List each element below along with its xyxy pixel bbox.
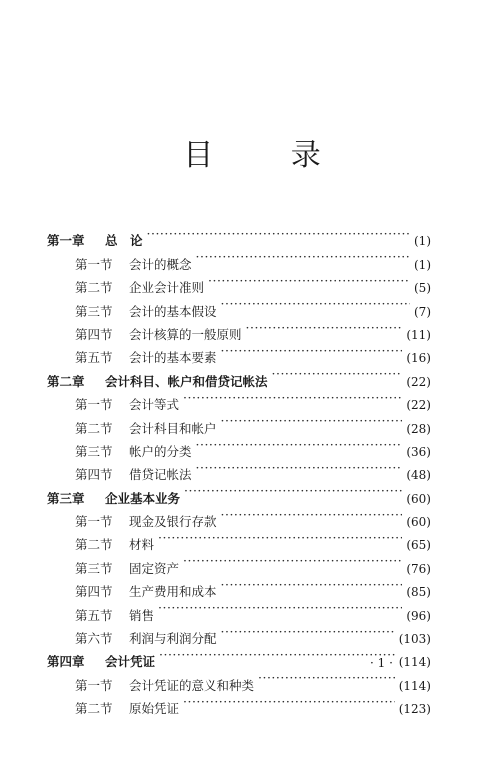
dot-leader [246,316,403,339]
section-title: 会计核算的一般原则 [129,326,242,342]
page-ref: (65) [406,538,431,553]
section-number: 第三节 [75,560,113,576]
dot-leader [158,596,402,619]
section-number: 第一节 [75,256,113,272]
chapter-title: 总 论 [105,233,143,249]
dot-leader [183,549,402,572]
section-title: 利润与利润分配 [129,631,217,647]
page-ref: (22) [406,374,431,389]
section-number: 第二节 [75,701,113,717]
chapter-number: 第一章 [47,233,85,249]
section-title: 销售 [129,607,155,623]
dot-leader [208,269,410,292]
section-number: 第二节 [75,280,113,296]
section-number: 第一节 [75,514,113,530]
chapter-title: 会计凭证 [105,654,156,670]
section-number: 第四节 [75,326,113,342]
page-ref: (85) [406,585,431,600]
page-ref: (103) [398,632,431,647]
section-number: 第二节 [75,537,113,553]
page-ref: (11) [406,327,431,342]
dot-leader [196,456,403,479]
section-title: 借贷记帐法 [129,467,192,483]
chapter-number: 第三章 [47,490,85,506]
dot-leader [158,526,402,549]
section-number: 第一节 [75,397,113,413]
page-ref: (96) [406,608,431,623]
dot-leader [221,409,403,432]
section-title: 原始凭证 [129,701,180,717]
chapter-title: 企业基本业务 [105,490,181,506]
section-title: 会计科目和帐户 [129,420,217,436]
page-ref: (123) [398,702,431,717]
section-title: 会计的概念 [129,256,192,272]
dot-leader [159,643,395,666]
section-title: 材料 [129,537,155,553]
dot-leader [147,222,410,245]
section-title: 生产费用和成本 [129,584,217,600]
section-number: 第二节 [75,420,113,436]
page-ref: (114) [398,678,431,693]
dot-leader [272,362,403,385]
dot-leader [183,386,402,409]
chapter-title: 会计科目、帐户和借贷记帐法 [105,373,268,389]
dot-leader [196,245,410,268]
section-number: 第四节 [75,467,113,483]
toc-title: 目 录 [183,138,355,173]
dot-leader [221,620,395,643]
section-title: 固定资产 [129,560,180,576]
section-number: 第三节 [75,303,113,319]
page-ref: (5) [414,281,431,296]
section-title: 会计的基本要素 [129,350,217,366]
dot-leader [183,690,395,713]
toc-chapter-1[interactable] [47,222,431,249]
page-ref: (16) [406,351,431,366]
page-ref: (36) [406,444,431,459]
page-ref: (76) [406,561,431,576]
section-number: 第三节 [75,443,113,459]
section-number: 第一节 [75,677,113,693]
page-ref: (1) [414,257,431,272]
page-ref: (114) [398,655,431,670]
chapter-number: 第二章 [47,373,85,389]
page-number: · 1 · [370,656,393,670]
section-title: 现金及银行存款 [129,514,217,530]
dot-leader [221,573,403,596]
section-title: 企业会计准则 [129,280,205,296]
chapter-number: 第四章 [47,654,85,670]
dot-leader [221,292,410,315]
section-title: 会计等式 [129,397,180,413]
page-ref: (7) [414,304,431,319]
section-number: 第五节 [75,607,113,623]
section-number: 第六节 [75,631,113,647]
dot-leader [184,479,402,502]
section-title: 会计的基本假设 [129,303,217,319]
dot-leader [221,339,403,362]
dot-leader [221,503,403,526]
section-number: 第五节 [75,350,113,366]
page-ref: (22) [406,398,431,413]
page-ref: (60) [406,491,431,506]
section-title: 帐户的分类 [129,443,192,459]
page-ref: (48) [406,468,431,483]
page-ref: (28) [406,421,431,436]
page-ref: (1) [414,234,431,249]
page-ref: (60) [406,515,431,530]
section-number: 第四节 [75,584,113,600]
section-title: 会计凭证的意义和种类 [129,677,255,693]
table-of-contents [47,222,431,717]
dot-leader [196,433,403,456]
